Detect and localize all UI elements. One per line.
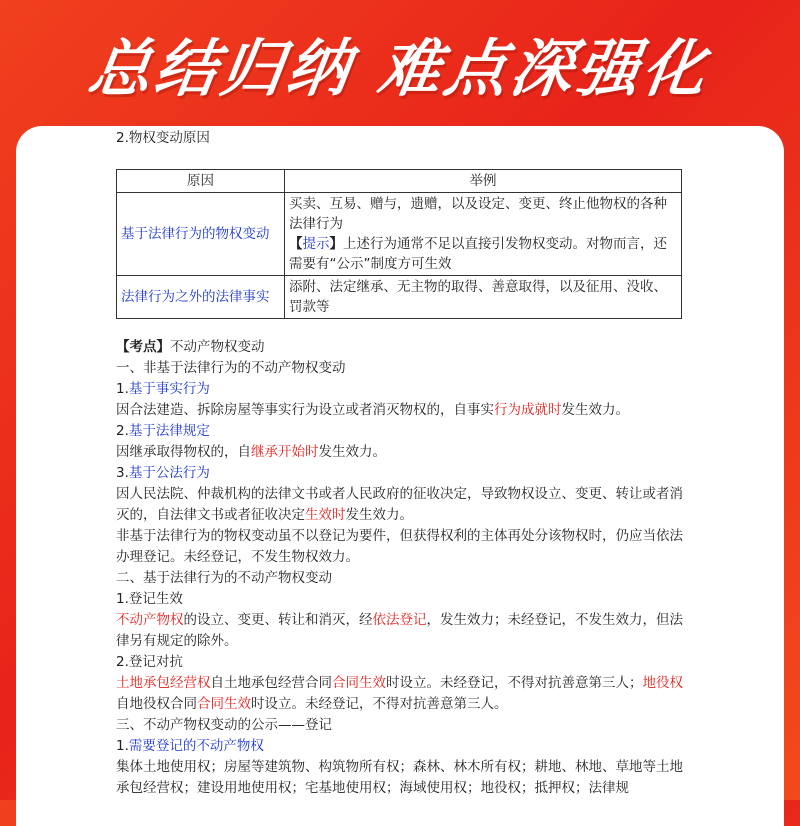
highlight-segment: 土地承包经营权 [116, 675, 211, 691]
part3-title: 三、不动产物权变动的公示——登记 [116, 717, 332, 733]
item1-text [116, 400, 696, 421]
text-segment: 因继承取得物权的，自 [116, 444, 251, 460]
p2-item1-heading: 1.登记生效 [116, 591, 183, 607]
text-segment: ，发生效力；未经登记，不发生效力，但法律另有规定的除外。 [116, 612, 683, 649]
highlight-segment: 行为成就时 [494, 402, 562, 418]
item2-heading [116, 421, 696, 442]
tip-bracket-open: 【 [289, 236, 303, 252]
kaodian-text: 不动产物权变动 [170, 339, 265, 355]
item3-heading [116, 463, 696, 484]
item3-text [116, 484, 696, 526]
header-cause: 原因 [117, 170, 285, 193]
kaodian-label: 【考点】 [116, 339, 170, 355]
example-cell [285, 193, 682, 276]
item-number: 3. [116, 465, 129, 481]
highlight-segment: 生效时 [305, 507, 346, 523]
highlight-segment: 合同生效 [332, 675, 386, 691]
tip-text: 上述行为通常不足以直接引发物权变动。对物而言，还需要有“公示”制度方可生效 [289, 236, 667, 272]
note-paragraph: 非基于法律行为的物权变动虽不以登记为要件，但获得权利的主体再处分该物权时，仍应当依法办理登记。未经登记，不发生物权效力。 [116, 528, 683, 565]
p3-item1-text: 集体土地使用权；房屋等建筑物、构筑物所有权；森林、林木所有权；耕地、林地、草地等土地承包经营权；建设用地使用权；宅基地使用权；海域使用权；地役权；抵押权；法律规 [116, 759, 683, 796]
p3-item1-heading [116, 736, 696, 757]
item-label: 基于法律规定 [128, 423, 210, 439]
highlight-segment: 地役权 [642, 675, 683, 691]
text-segment: 时设立。未经登记，不得对抗善意第三人； [386, 675, 643, 691]
banner-title: 总结归纳 难点深强化 [84, 31, 715, 105]
text-segment: 自土地承包经营合同 [210, 675, 332, 691]
header-example: 举例 [285, 170, 682, 193]
item-number: 1. [116, 738, 129, 754]
part2-title: 二、基于法律行为的不动产物权变动 [116, 570, 332, 586]
highlight-segment: 合同生效 [197, 696, 251, 712]
text-segment: 发生效力。 [318, 444, 386, 460]
p2-item2-heading: 2.登记对抗 [116, 654, 183, 670]
document-body [116, 126, 696, 799]
item-number: 2. [116, 423, 129, 439]
table-row [117, 193, 682, 276]
text-segment: 时设立。未经登记，不得对抗善意第三人。 [251, 696, 508, 712]
item-number: 1. [116, 381, 129, 397]
cause-cell: 法律行为之外的法律事实 [117, 276, 285, 319]
highlight-segment: 不动产物权 [116, 612, 184, 628]
item-label: 需要登记的不动产物权 [128, 738, 264, 754]
reasons-table [116, 169, 682, 319]
text-segment: 发生效力。 [345, 507, 413, 523]
tip-bracket-close: 】 [329, 236, 343, 252]
document-card [16, 126, 784, 826]
item-label: 基于公法行为 [128, 465, 210, 481]
item-label: 基于事实行为 [128, 381, 210, 397]
text-segment: 自地役权合同 [116, 696, 197, 712]
banner [0, 0, 800, 126]
text-segment: 因人民法院、仲裁机构的法律文书或者人民政府的征收决定，导致物权设立、变更、转让或者消灭的，自法律文书或者征收决定 [116, 486, 683, 523]
cause-cell: 基于法律行为的物权变动 [117, 193, 285, 276]
example-cell: 添附、法定继承、无主物的取得、善意取得，以及征用、没收、罚款等 [285, 276, 682, 319]
text-segment: 发生效力。 [561, 402, 629, 418]
section-title: 2.物权变动原因 [116, 130, 210, 146]
highlight-segment: 依法登记 [372, 612, 427, 628]
example-text: 买卖、互易、赠与，遗赠，以及设定、变更、终止他物权的各种法律行为 [289, 196, 667, 232]
item1-heading [116, 379, 696, 400]
tip-label: 提示 [302, 236, 330, 252]
table-row [117, 276, 682, 319]
p2-item2-text [116, 673, 696, 715]
table-header-row [117, 170, 682, 193]
highlight-segment: 继承开始时 [251, 444, 319, 460]
p2-item1-text [116, 610, 696, 652]
text-segment: 因合法建造、拆除房屋等事实行为设立或者消灭物权的，自事实 [116, 402, 494, 418]
kaodian-line [116, 337, 696, 358]
part1-title: 一、非基于法律行为的不动产物权变动 [116, 360, 346, 376]
text-segment: 的设立、变更、转让和消灭，经 [183, 612, 373, 628]
item2-text [116, 442, 696, 463]
